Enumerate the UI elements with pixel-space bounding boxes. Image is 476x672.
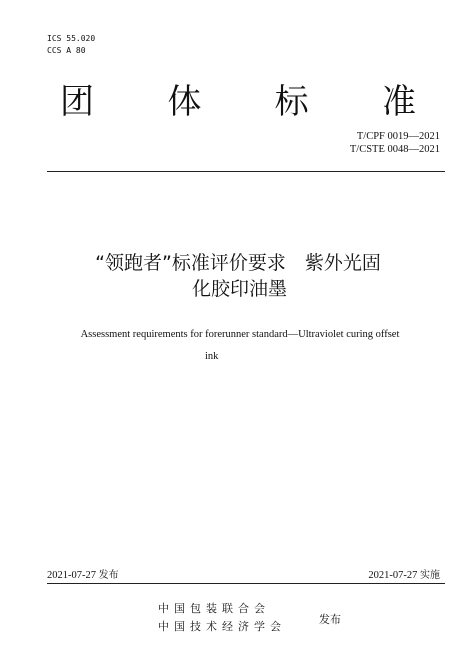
implement-date-block [368, 566, 440, 581]
bottom-divider [47, 583, 445, 584]
english-title-line2: ink [205, 351, 219, 362]
english-title-line1: Assessment requirements for forerunner standard—Ultraviolet curing offset [80, 329, 400, 340]
publish-word: 发布 [319, 613, 341, 626]
chinese-title-line2: 化胶印油墨 [192, 278, 288, 300]
publisher-2: 中国技术经济学会 [158, 620, 286, 633]
english-title [64, 324, 416, 368]
date-row [47, 566, 440, 581]
publisher-list [158, 600, 286, 636]
publish-date: 2021-07-27 [47, 570, 96, 581]
implement-date: 2021-07-27 [368, 570, 418, 581]
title-char-2: 体 [167, 81, 202, 122]
implement-date-label: 实施 [420, 570, 440, 581]
standard-number-2: T/CSTE 0048—2021 [349, 144, 440, 155]
standard-number-1: T/CPF 0019—2021 [356, 131, 440, 142]
ccs-code: CCS A 80 [47, 46, 86, 55]
publisher-1: 中国包装联合会 [158, 602, 270, 615]
title-char-3: 标 [274, 81, 309, 122]
classification-codes [47, 33, 95, 57]
chinese-title-line1: “领跑者”标准评价要求 紫外光固 [95, 252, 381, 274]
publish-date-block [47, 566, 119, 581]
standard-numbers [350, 130, 440, 156]
publish-date-label: 发布 [98, 570, 119, 581]
ics-code: ICS 55.020 [47, 34, 96, 43]
title-char-4: 准 [381, 81, 416, 122]
chinese-title [40, 250, 436, 302]
top-divider [47, 171, 445, 172]
title-char-1: 团 [60, 81, 94, 122]
document-type-title [60, 74, 416, 122]
